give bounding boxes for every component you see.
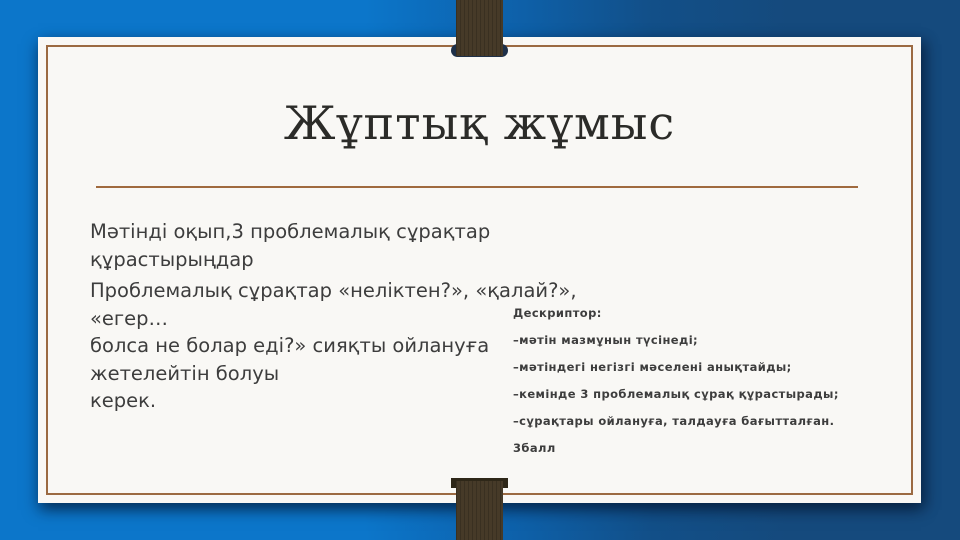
body-paragraph-line: Проблемалық сұрақтар «неліктен?», «қалай?», «егер… — [90, 279, 577, 330]
slide-card — [38, 37, 921, 503]
body-intro-line: Мәтінді оқып,3 проблемалық сұрақтар құрастырыңдар — [90, 220, 491, 271]
top-ribbon-decoration — [456, 0, 503, 56]
body-paragraph — [90, 277, 580, 415]
descriptor-block — [513, 300, 913, 462]
slide-title: Жұптық жұмыс — [283, 96, 676, 150]
bottom-ribbon-band — [456, 481, 503, 540]
descriptor-item: –сұрақтары ойлануға, талдауға бағытталған. — [513, 414, 835, 428]
body-paragraph-line: керек. — [90, 389, 157, 412]
body-text-block — [90, 218, 580, 415]
title-divider — [96, 186, 858, 188]
bottom-ribbon-decoration — [456, 481, 503, 540]
body-paragraph-line: болса не болар еді?» сияқты ойлануға жетелейтін болуы — [90, 334, 490, 385]
top-ribbon-band — [456, 0, 503, 56]
descriptor-item: –мәтіндегі негізгі мәселені анықтайды; — [513, 360, 792, 374]
descriptor-item: –мәтін мазмұнын түсінеді; — [513, 333, 699, 347]
descriptor-item: –кемінде 3 проблемалық сұрақ құрастырады; — [513, 387, 839, 401]
descriptor-score: 3балл — [513, 441, 556, 455]
descriptor-heading: Дескриптор: — [513, 306, 602, 320]
